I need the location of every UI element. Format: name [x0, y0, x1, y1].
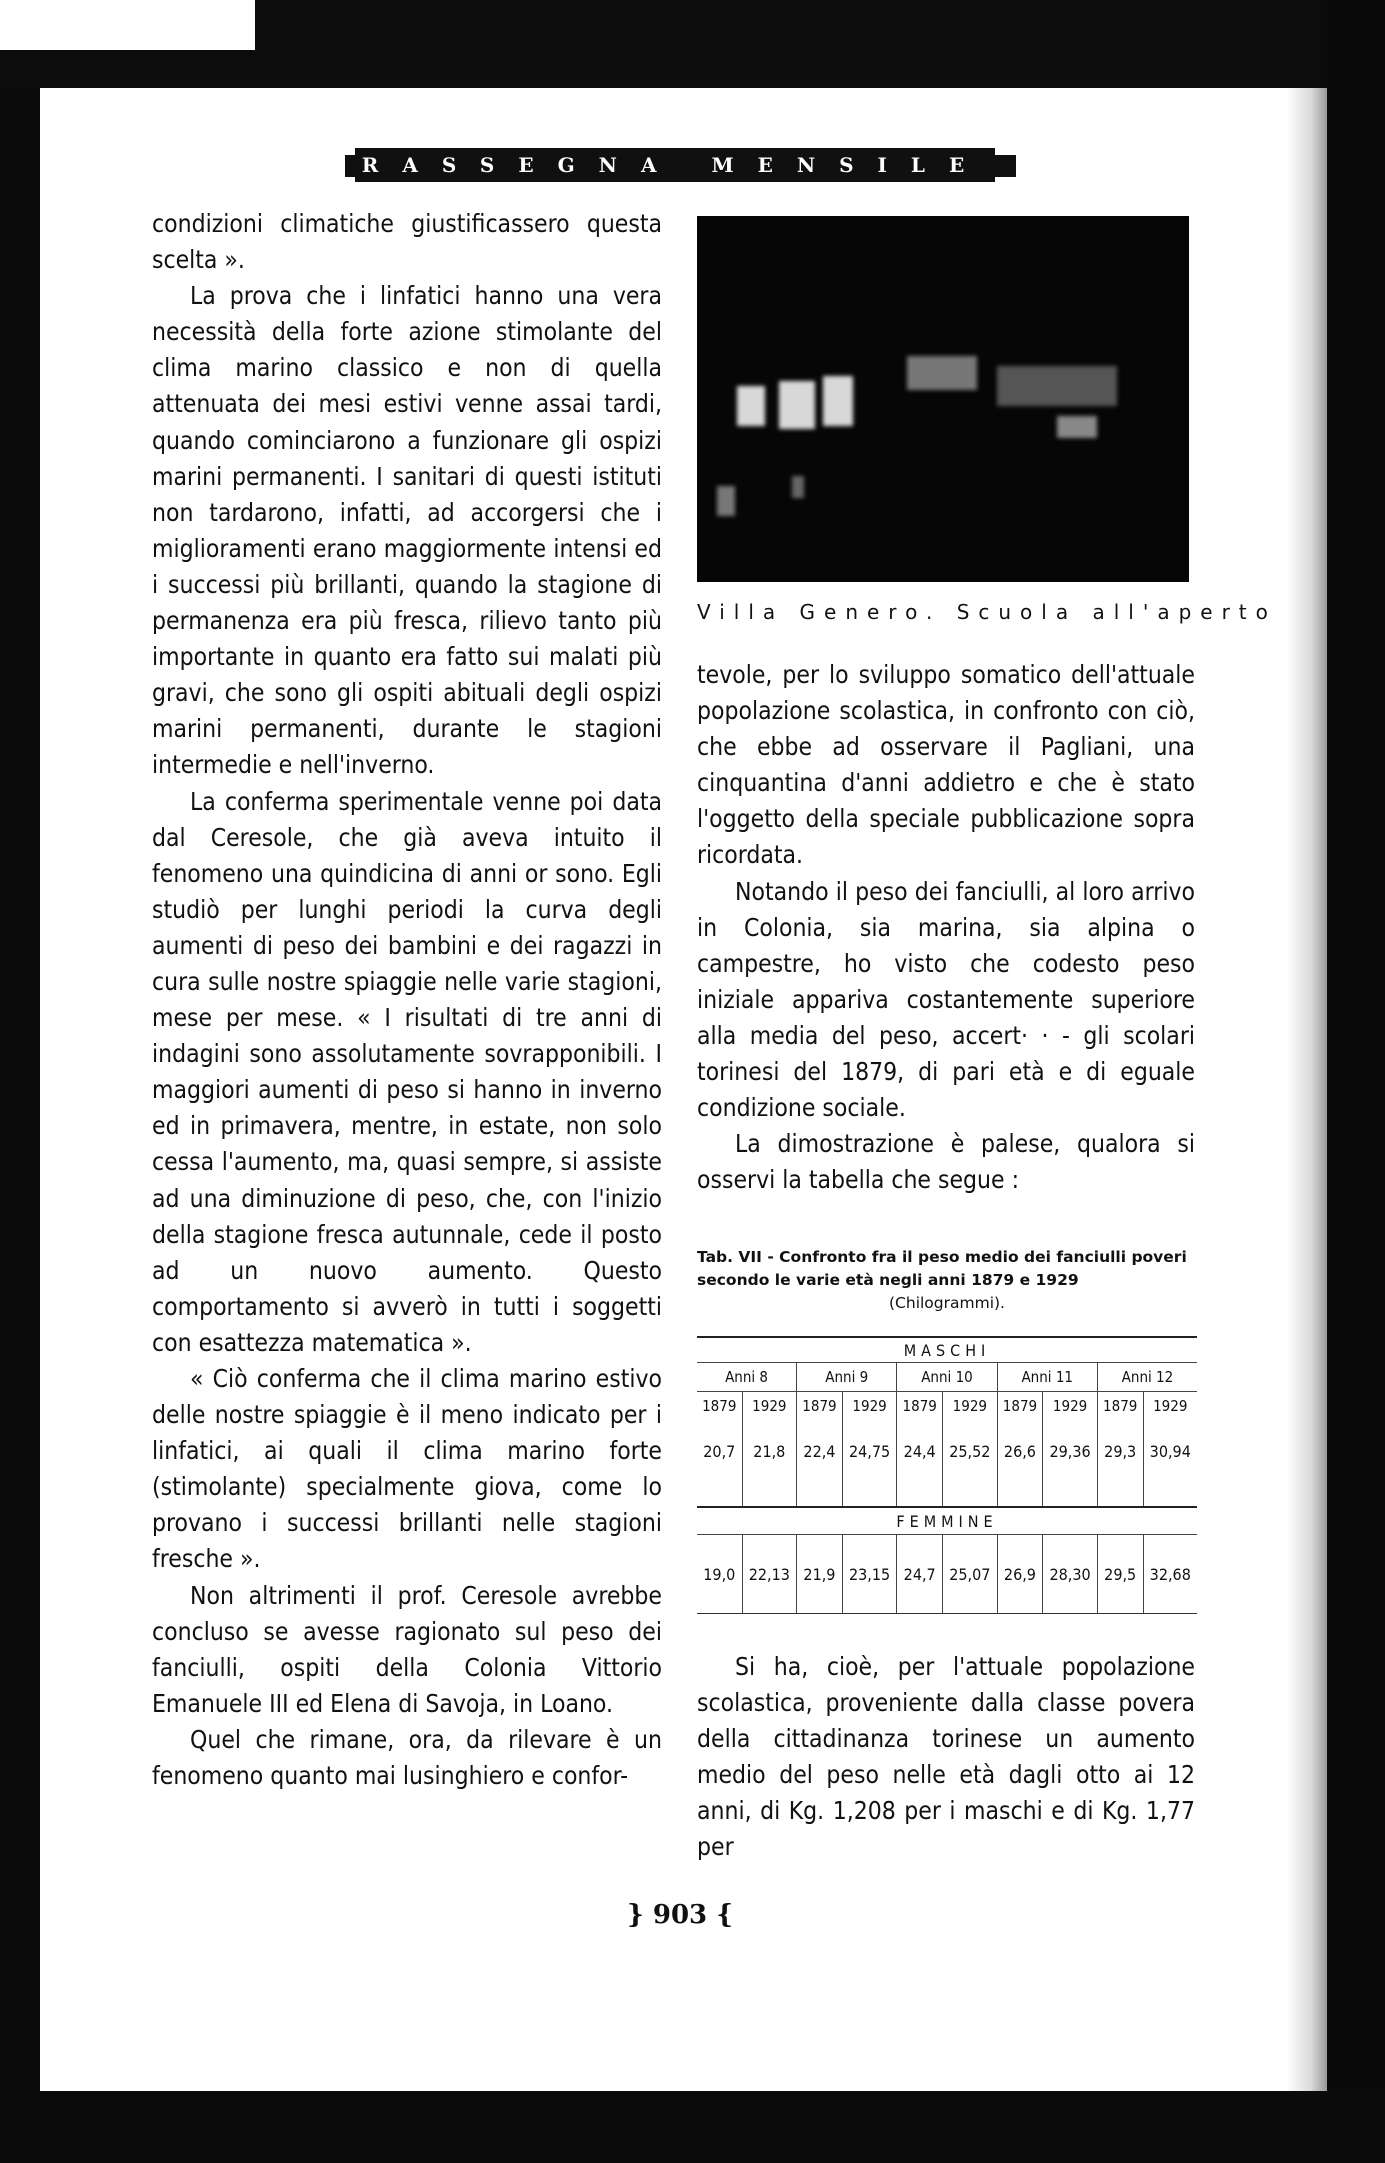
table-cell: 1879 [797, 1392, 843, 1421]
table-cell: Anni 9 [797, 1363, 897, 1392]
photo-figure [737, 386, 765, 426]
table-cell: Anni 10 [897, 1363, 997, 1392]
paragraph: condizioni climatiche giustificassero questa scelta ». [152, 209, 662, 275]
scan-edge-right [1327, 0, 1385, 2163]
table-cell: 22,4 [797, 1420, 843, 1482]
table-cell: 29,3 [1097, 1420, 1143, 1482]
photo-figure [779, 381, 815, 429]
femmine-header: FEMMINE [697, 1507, 1197, 1535]
table-cell: 1929 [1043, 1392, 1098, 1421]
table-spacer-cell [697, 1482, 742, 1507]
paragraph: Notando il peso dei fanciulli, al loro arrivo in Colonia, sia marina, sia alpina o campestre, ho visto che codesto peso iniziale appariva costantemente superiore alla media del peso, accert· · - gli scolari torinesi del 1879, di pari età e di eguale condizione sociale. [697, 876, 1195, 1123]
table-cell: 28,30 [1043, 1535, 1098, 1614]
paragraph: La dimostrazione è palese, qualora si osservi la tabella che segue : [697, 1129, 1195, 1195]
table-cell: 26,6 [997, 1420, 1043, 1482]
paragraph: La conferma sperimentale venne poi data dal Ceresole, che già aveva intuito il fenomeno una quindicina di anni or sono. Egli studiò per lunghi periodi la curva degli aumenti di peso dei bambini e dei ragazzi in cura sulle nostre spiaggie nelle varie stagioni, mese per mese. « I risultati di tre anni di indagini sono assolutamente sovrapponibili. I maggiori aumenti di peso si hanno in inverno ed in primavera, mentre, in estate, non solo cessa l'aumento, ma, quasi sempre, si assiste ad una diminuzione di peso, che, con l'inizio della stagione fresca autunnale, cede il posto ad un nuovo aumento. Questo comportamento si avverò in tutti i soggetti con esattezza matematica ». [152, 786, 662, 1357]
right-column [697, 657, 1195, 1198]
page-bracket-left: } [627, 1900, 653, 1930]
table-spacer-cell [1097, 1482, 1143, 1507]
scan-edge-notch [0, 0, 255, 50]
table-cell: 20,7 [703, 1441, 736, 1461]
table-cell: 1879 [1097, 1392, 1143, 1421]
table-spacer-cell [1143, 1482, 1197, 1507]
table-cell: Anni 8 [697, 1363, 797, 1392]
table-cell: 1929 [842, 1392, 897, 1421]
scan-edge-left [0, 88, 40, 2163]
table-spacer-cell [742, 1482, 797, 1507]
paragraph: tevole, per lo sviluppo somatico dell'attuale popolazione scolastica, in confronto con ciò, che ebbe ad osservare il Pagliani, una cinquantina d'anni addietro e che è stato l'oggetto della speciale pubblicazione sopra ricordata. [697, 660, 1195, 870]
right-column-continued [697, 1649, 1195, 1866]
table-spacer-cell [997, 1482, 1043, 1507]
table-cell: 21,9 [797, 1535, 843, 1614]
header-ornament-right [990, 155, 1016, 177]
scan-edge-right-shadow [1287, 88, 1327, 2098]
table-cell: 1929 [943, 1392, 998, 1421]
paragraph: Si ha, cioè, per l'attuale popolazione scolastica, proveniente dalla classe povera della cittadinanza torinese un aumento medio del peso nelle età dagli otto ai 12 anni, di Kg. 1,208 per i maschi e di Kg. 1,77 per [697, 1652, 1195, 1862]
photo-caption: Villa Genero. Scuola all'aperto [697, 600, 1277, 624]
table-spacer-cell [1043, 1482, 1098, 1507]
running-header: RASSEGNA MENSILE [355, 148, 995, 182]
table-cell: 25,07 [943, 1535, 998, 1614]
table-cell: Anni 12 [1097, 1363, 1197, 1392]
photo-villa-genero [697, 216, 1189, 582]
table-cell: 24,7 [897, 1535, 943, 1614]
page-number-value: 903 [652, 1900, 708, 1930]
table-spacer-cell [842, 1482, 897, 1507]
table-cell: 1929 [1143, 1392, 1197, 1421]
left-column [152, 206, 662, 1794]
paragraph: Quel che rimane, ora, da rilevare è un fenomeno quanto mai lusinghiero e confor- [152, 1724, 662, 1791]
table-cell: 1879 [702, 1397, 737, 1415]
table-cell: 29,5 [1097, 1535, 1143, 1614]
table-cell: 1879 [897, 1392, 943, 1421]
table-spacer-cell [943, 1482, 998, 1507]
table-unit: (Chilogrammi). [889, 1294, 1005, 1312]
table-cell: 26,9 [997, 1535, 1043, 1614]
table-cell: 24,4 [897, 1420, 943, 1482]
table-cell: 23,15 [842, 1535, 897, 1614]
table-cell: 30,94 [1143, 1420, 1197, 1482]
paragraph: « Ciò conferma che il clima marino estivo delle nostre spiaggie è il meno indicato per i linfatici, ai quali il clima marino forte (stimolante) specialmente giova, come lo provano i successi brillanti nelle stagioni fresche ». [152, 1364, 662, 1574]
table-spacer-cell [797, 1482, 843, 1507]
page-bracket-right: { [707, 1900, 733, 1930]
table-cell: 19,0 [697, 1535, 742, 1614]
maschi-header: MASCHI [697, 1337, 1197, 1363]
photo-figure [717, 486, 735, 516]
table-cell: 21,8 [742, 1420, 797, 1482]
table-spacer-cell [897, 1482, 943, 1507]
scan-edge-bottom [0, 2091, 1385, 2163]
table-cell: 1879 [997, 1392, 1043, 1421]
table-cell: 24,75 [842, 1420, 897, 1482]
table-caption [697, 1246, 1197, 1315]
photo-figure [907, 356, 977, 390]
photo-figure [823, 376, 853, 426]
table-title: Tab. VII - Confronto fra il peso medio dei fanciulli poveri secondo le varie età negli anni 1879 e 1929 [697, 1248, 1187, 1289]
paragraph: Non altrimenti il prof. Ceresole avrebbe concluso se avesse ragionato sul peso dei fanciulli, ospiti della Colonia Vittorio Emanuele III ed Elena di Savoja, in Loano. [152, 1580, 662, 1718]
table-cell: 32,68 [1143, 1535, 1197, 1614]
photo-figure [792, 476, 804, 498]
page-number [600, 1900, 760, 1930]
weight-comparison-table [697, 1336, 1197, 1614]
photo-figure [1057, 416, 1097, 438]
table-cell: 25,52 [943, 1420, 998, 1482]
table-cell: 1929 [742, 1392, 797, 1421]
table-cell: 29,36 [1043, 1420, 1098, 1482]
table-cell: Anni 11 [997, 1363, 1097, 1392]
table-cell: 22,13 [742, 1535, 797, 1614]
photo-figure [997, 366, 1117, 406]
paragraph: La prova che i linfatici hanno una vera necessità della forte azione stimolante del clima marino classico e non di quella attenuata dei mesi estivi venne assai tardi, quando cominciarono a funzionare gli ospizi marini permanenti. I sanitari di questi istituti non tardarono, infatti, ad accorgersi che i miglioramenti erano maggiormente intensi ed i successi più brillanti, quando la stagione di permanenza era più fresca, rilievo tanto più importante in quanto era fatto sui malati più gravi, che sono gli ospiti abituali degli ospizi marini permanenti, durante le stagioni intermedie e nell'inverno. [152, 281, 662, 780]
